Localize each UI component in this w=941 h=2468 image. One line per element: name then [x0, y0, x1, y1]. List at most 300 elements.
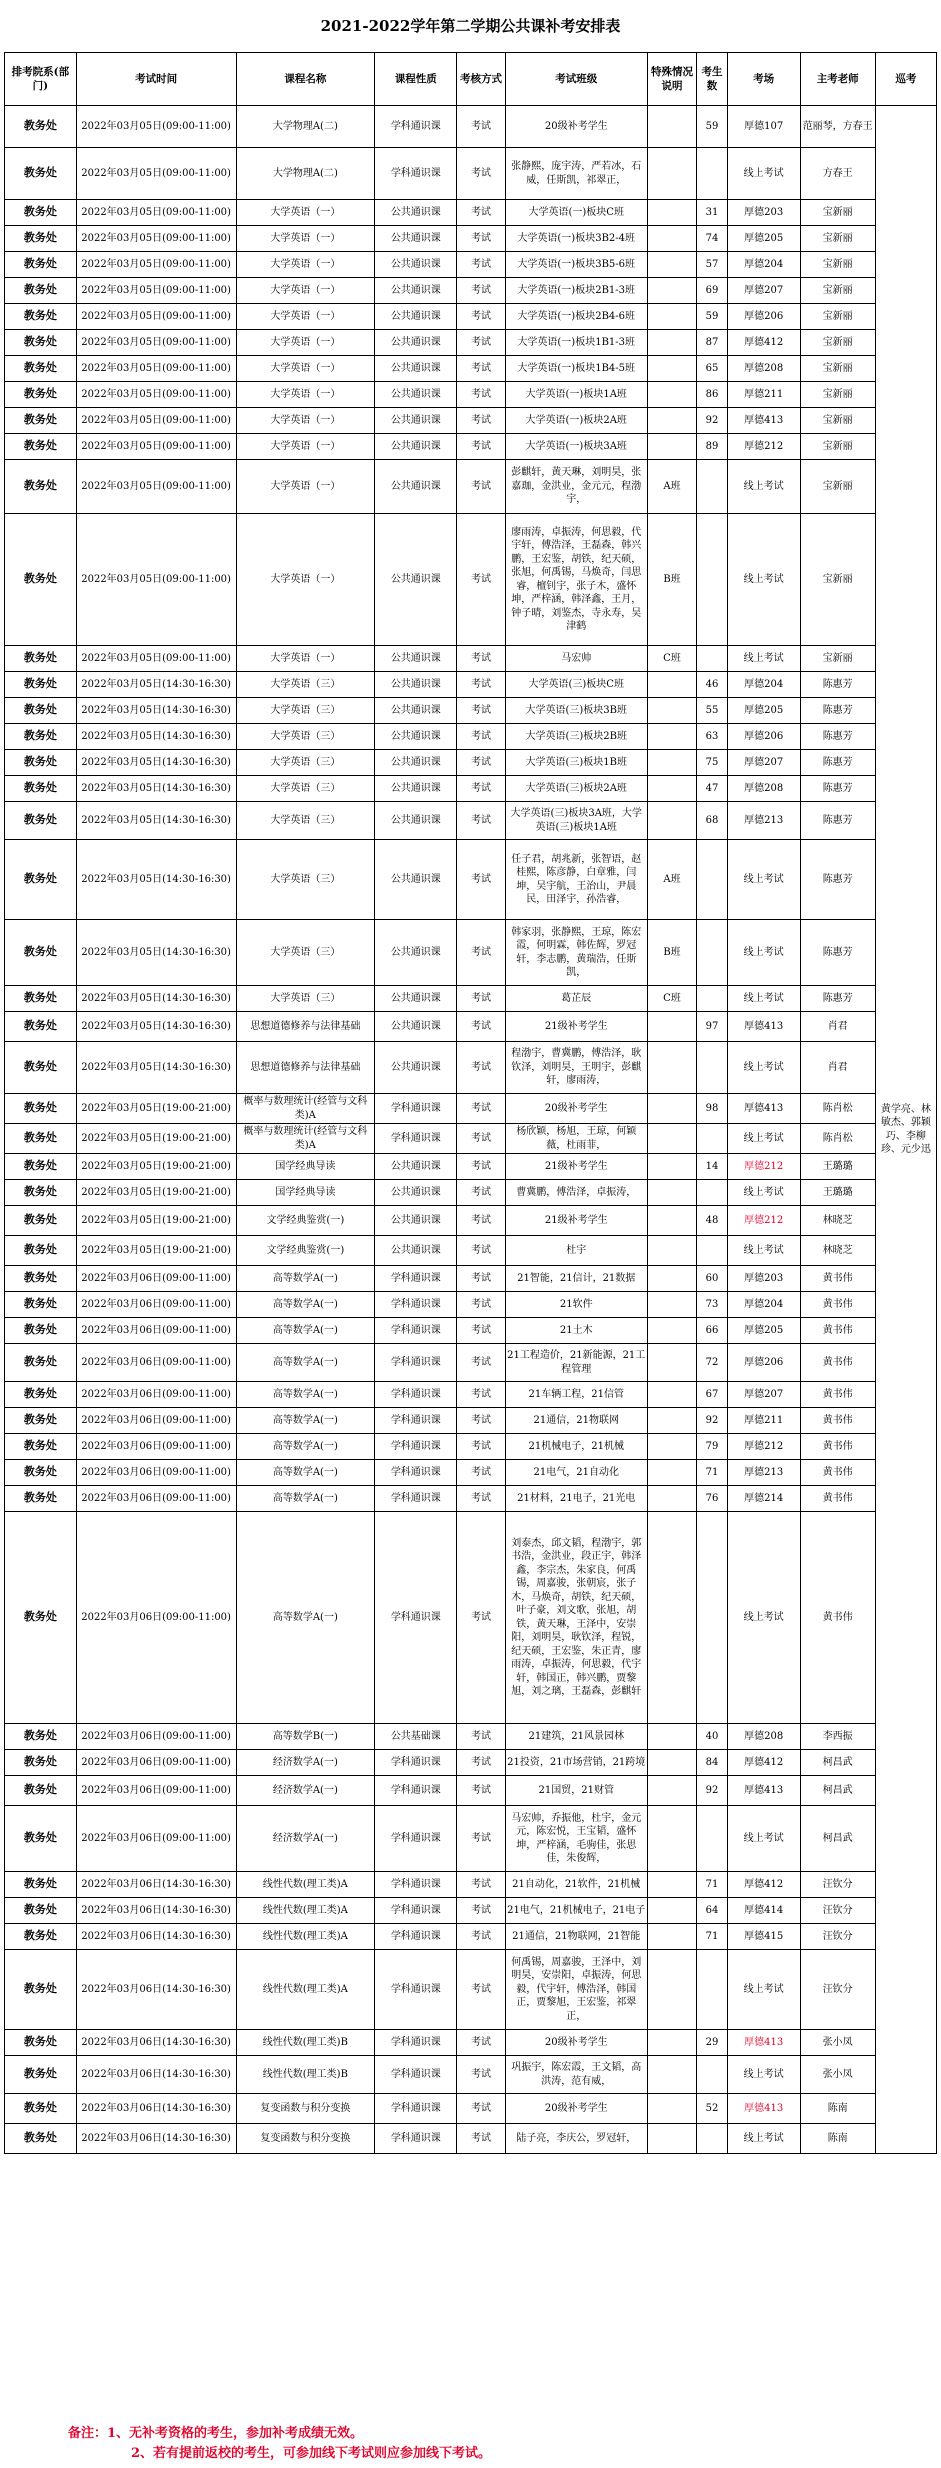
- cell-class: 葛芷辰: [505, 986, 647, 1012]
- cell-special: [647, 1872, 696, 1898]
- cell-class: 大学英语(一)板块2A班: [505, 408, 647, 434]
- cell-special: [647, 776, 696, 802]
- cell-count: 46: [697, 672, 728, 698]
- cell-method: 考试: [457, 920, 505, 986]
- cell-method: 考试: [457, 1512, 505, 1724]
- cell-course: 线性代数(理工类)A: [236, 1872, 375, 1898]
- header-class: 考试班级: [505, 53, 647, 106]
- cell-course: 文学经典鉴赏(一): [236, 1236, 375, 1266]
- cell-nature: 公共基础课: [375, 1724, 457, 1750]
- cell-room: 厚德213: [727, 1460, 800, 1486]
- cell-dept: 教务处: [5, 1950, 77, 2030]
- cell-time: 2022年03月05日(14:30-16:30): [76, 1042, 236, 1094]
- cell-special: [647, 1180, 696, 1206]
- cell-special: [647, 1094, 696, 1124]
- cell-special: [647, 1266, 696, 1292]
- cell-teacher: 汪钦分: [800, 1950, 875, 2030]
- cell-time: 2022年03月05日(09:00-11:00): [76, 278, 236, 304]
- cell-teacher: 陈惠芳: [800, 840, 875, 920]
- cell-special: [647, 802, 696, 840]
- cell-method: 考试: [457, 802, 505, 840]
- cell-course: 文学经典鉴赏(一): [236, 1206, 375, 1236]
- cell-time: 2022年03月06日(09:00-11:00): [76, 1344, 236, 1382]
- cell-count: [697, 986, 728, 1012]
- cell-room: 厚德207: [727, 750, 800, 776]
- cell-dept: 教务处: [5, 1344, 77, 1382]
- table-row: [5, 1486, 937, 1512]
- cell-method: 考试: [457, 1094, 505, 1124]
- cell-course: 思想道德修养与法律基础: [236, 1012, 375, 1042]
- cell-method: 考试: [457, 698, 505, 724]
- cell-nature: 公共通识课: [375, 226, 457, 252]
- cell-teacher: 陈惠芳: [800, 920, 875, 986]
- cell-room: 厚德204: [727, 672, 800, 698]
- cell-special: C班: [647, 986, 696, 1012]
- cell-dept: 教务处: [5, 1486, 77, 1512]
- cell-method: 考试: [457, 986, 505, 1012]
- cell-teacher: 黄书伟: [800, 1344, 875, 1382]
- cell-course: 大学英语（三）: [236, 776, 375, 802]
- cell-class: 21投资，21市场营销，21跨境: [505, 1750, 647, 1776]
- cell-special: [647, 1924, 696, 1950]
- cell-method: 考试: [457, 1460, 505, 1486]
- cell-time: 2022年03月06日(14:30-16:30): [76, 1872, 236, 1898]
- cell-course: 高等数学A(一): [236, 1266, 375, 1292]
- cell-nature: 公共通识课: [375, 514, 457, 646]
- cell-special: [647, 1950, 696, 2030]
- cell-special: [647, 434, 696, 460]
- cell-teacher: 宝新丽: [800, 408, 875, 434]
- cell-teacher: 林晓芝: [800, 1236, 875, 1266]
- cell-special: [647, 1512, 696, 1724]
- cell-room: 线上考试: [727, 460, 800, 514]
- cell-dept: 教务处: [5, 1872, 77, 1898]
- cell-room: 厚德212: [727, 1154, 800, 1180]
- table-row: [5, 1750, 937, 1776]
- cell-class: 大学英语(三)板块2A班: [505, 776, 647, 802]
- cell-special: [647, 750, 696, 776]
- cell-teacher: 柯昌武: [800, 1750, 875, 1776]
- page-title: 2021-2022学年第二学期公共课补考安排表: [320, 17, 621, 35]
- cell-nature: 学科通识课: [375, 1486, 457, 1512]
- cell-time: 2022年03月05日(14:30-16:30): [76, 840, 236, 920]
- table-row: [5, 1012, 937, 1042]
- cell-room: 厚德212: [727, 1206, 800, 1236]
- cell-special: [647, 1408, 696, 1434]
- cell-room: 线上考试: [727, 920, 800, 986]
- table-row: [5, 986, 937, 1012]
- cell-dept: 教务处: [5, 1236, 77, 1266]
- cell-teacher: 黄书伟: [800, 1382, 875, 1408]
- cell-dept: 教务处: [5, 382, 77, 408]
- table-row: [5, 2030, 937, 2056]
- cell-count: 86: [697, 382, 728, 408]
- cell-time: 2022年03月05日(14:30-16:30): [76, 724, 236, 750]
- cell-teacher: 范丽琴，方春王: [800, 106, 875, 148]
- cell-time: 2022年03月05日(14:30-16:30): [76, 802, 236, 840]
- cell-class: 大学英语(一)板块3A班: [505, 434, 647, 460]
- cell-class: 20级补考学生: [505, 1094, 647, 1124]
- cell-special: [647, 1434, 696, 1460]
- cell-course: 大学英语（一）: [236, 460, 375, 514]
- cell-course: 大学英语（三）: [236, 920, 375, 986]
- cell-room: 厚德211: [727, 1408, 800, 1434]
- cell-class: 21级补考学生: [505, 1012, 647, 1042]
- cell-nature: 学科通识课: [375, 1806, 457, 1872]
- cell-time: 2022年03月05日(14:30-16:30): [76, 920, 236, 986]
- cell-teacher: 宝新丽: [800, 304, 875, 330]
- table-row: [5, 1806, 937, 1872]
- cell-count: 89: [697, 434, 728, 460]
- table-row: [5, 1924, 937, 1950]
- cell-count: 75: [697, 750, 728, 776]
- cell-special: [647, 252, 696, 278]
- cell-course: 大学英语（一）: [236, 330, 375, 356]
- cell-time: 2022年03月05日(09:00-11:00): [76, 252, 236, 278]
- cell-dept: 教务处: [5, 920, 77, 986]
- cell-method: 考试: [457, 1292, 505, 1318]
- cell-dept: 教务处: [5, 304, 77, 330]
- cell-class: 韩家羽，张静熙，王琼，陈宏霞，何明霖，韩佐辉，罗冠轩，李志鹏，黄瑞浩，任斯凯，: [505, 920, 647, 986]
- cell-method: 考试: [457, 1950, 505, 2030]
- cell-nature: 学科通识课: [375, 1382, 457, 1408]
- cell-course: 大学英语（一）: [236, 382, 375, 408]
- table-row: [5, 1266, 937, 1292]
- cell-course: 线性代数(理工类)A: [236, 1924, 375, 1950]
- cell-room: 厚德415: [727, 1924, 800, 1950]
- cell-count: 71: [697, 1872, 728, 1898]
- cell-nature: 学科通识课: [375, 2124, 457, 2154]
- cell-time: 2022年03月05日(09:00-11:00): [76, 408, 236, 434]
- cell-room: 厚德207: [727, 1382, 800, 1408]
- cell-count: 76: [697, 1486, 728, 1512]
- cell-course: 国学经典导读: [236, 1180, 375, 1206]
- cell-special: B班: [647, 514, 696, 646]
- cell-course: 大学英语（一）: [236, 408, 375, 434]
- cell-dept: 教务处: [5, 252, 77, 278]
- cell-class: 20级补考学生: [505, 2094, 647, 2124]
- cell-method: 考试: [457, 1266, 505, 1292]
- cell-method: 考试: [457, 1236, 505, 1266]
- header-row: [5, 53, 937, 106]
- table-row: [5, 1344, 937, 1382]
- cell-class: 大学英语(一)板块1A班: [505, 382, 647, 408]
- cell-course: 大学英语（一）: [236, 226, 375, 252]
- cell-time: 2022年03月05日(09:00-11:00): [76, 434, 236, 460]
- cell-course: 高等数学A(一): [236, 1460, 375, 1486]
- cell-method: 考试: [457, 514, 505, 646]
- table-row: [5, 1512, 937, 1724]
- cell-nature: 学科通识课: [375, 1898, 457, 1924]
- cell-room: 厚德412: [727, 330, 800, 356]
- cell-room: 厚德205: [727, 1318, 800, 1344]
- cell-course: 高等数学A(一): [236, 1292, 375, 1318]
- cell-nature: 公共通识课: [375, 646, 457, 672]
- cell-dept: 教务处: [5, 802, 77, 840]
- cell-time: 2022年03月05日(19:00-21:00): [76, 1154, 236, 1180]
- cell-count: [697, 646, 728, 672]
- cell-special: [647, 1724, 696, 1750]
- cell-room: 线上考试: [727, 514, 800, 646]
- cell-class: 21材料，21电子，21光电: [505, 1486, 647, 1512]
- cell-count: 66: [697, 1318, 728, 1344]
- table-row: [5, 1460, 937, 1486]
- cell-count: [697, 1806, 728, 1872]
- cell-time: 2022年03月06日(09:00-11:00): [76, 1460, 236, 1486]
- cell-dept: 教务处: [5, 1434, 77, 1460]
- cell-room: 厚德208: [727, 1724, 800, 1750]
- cell-count: 92: [697, 1408, 728, 1434]
- table-row: [5, 408, 937, 434]
- cell-dept: 教务处: [5, 1382, 77, 1408]
- table-row: [5, 1434, 937, 1460]
- cell-time: 2022年03月05日(09:00-11:00): [76, 382, 236, 408]
- cell-time: 2022年03月05日(19:00-21:00): [76, 1236, 236, 1266]
- cell-course: 大学英语（一）: [236, 514, 375, 646]
- cell-course: 大学物理A(二): [236, 106, 375, 148]
- cell-class: 曹冀鹏，傅浩泽，卓振涛，: [505, 1180, 647, 1206]
- cell-time: 2022年03月05日(09:00-11:00): [76, 226, 236, 252]
- cell-method: 考试: [457, 1872, 505, 1898]
- cell-dept: 教务处: [5, 1154, 77, 1180]
- cell-count: 63: [697, 724, 728, 750]
- cell-nature: 学科通识课: [375, 1950, 457, 2030]
- cell-special: [647, 106, 696, 148]
- table-row: [5, 2094, 937, 2124]
- cell-room: 厚德207: [727, 278, 800, 304]
- cell-room: 线上考试: [727, 1512, 800, 1724]
- table-row: [5, 434, 937, 460]
- cell-course: 经济数学A(一): [236, 1750, 375, 1776]
- cell-dept: 教务处: [5, 672, 77, 698]
- cell-teacher: 陈惠芳: [800, 750, 875, 776]
- cell-class: 大学英语(三)板块2B班: [505, 724, 647, 750]
- cell-dept: 教务处: [5, 2124, 77, 2154]
- cell-count: [697, 1950, 728, 2030]
- cell-course: 思想道德修养与法律基础: [236, 1042, 375, 1094]
- cell-teacher: 柯昌武: [800, 1776, 875, 1806]
- cell-time: 2022年03月05日(14:30-16:30): [76, 698, 236, 724]
- cell-time: 2022年03月05日(09:00-11:00): [76, 330, 236, 356]
- cell-time: 2022年03月05日(09:00-11:00): [76, 646, 236, 672]
- cell-course: 高等数学A(一): [236, 1382, 375, 1408]
- cell-course: 大学英语（三）: [236, 802, 375, 840]
- cell-room: 线上考试: [727, 1124, 800, 1154]
- cell-room: 厚德206: [727, 724, 800, 750]
- cell-special: [647, 2056, 696, 2094]
- cell-room: 厚德212: [727, 434, 800, 460]
- cell-dept: 教务处: [5, 1094, 77, 1124]
- cell-room: 厚德211: [727, 382, 800, 408]
- cell-teacher: 陈惠芳: [800, 776, 875, 802]
- cell-time: 2022年03月06日(09:00-11:00): [76, 1318, 236, 1344]
- cell-teacher: 陈南: [800, 2094, 875, 2124]
- cell-class: 大学英语(一)板块C班: [505, 200, 647, 226]
- table-row: [5, 226, 937, 252]
- table-row: [5, 1318, 937, 1344]
- table-row: [5, 1898, 937, 1924]
- cell-dept: 教务处: [5, 1460, 77, 1486]
- cell-room: 线上考试: [727, 840, 800, 920]
- cell-count: 14: [697, 1154, 728, 1180]
- table-row: [5, 840, 937, 920]
- cell-count: 29: [697, 2030, 728, 2056]
- cell-special: [647, 1042, 696, 1094]
- cell-room: 厚德203: [727, 1266, 800, 1292]
- cell-class: 马宏帅: [505, 646, 647, 672]
- cell-method: 考试: [457, 2030, 505, 2056]
- cell-course: 高等数学A(一): [236, 1344, 375, 1382]
- cell-course: 线性代数(理工类)A: [236, 1898, 375, 1924]
- cell-time: 2022年03月05日(14:30-16:30): [76, 672, 236, 698]
- cell-teacher: 宝新丽: [800, 356, 875, 382]
- cell-method: 考试: [457, 330, 505, 356]
- cell-special: [647, 200, 696, 226]
- cell-class: 21工程造价，21新能源，21工程管理: [505, 1344, 647, 1382]
- table-row: [5, 1124, 937, 1154]
- cell-dept: 教务处: [5, 1408, 77, 1434]
- cell-nature: 公共通识课: [375, 986, 457, 1012]
- cell-class: 刘泰杰，邱文韬，程渤宇，郭书浩，金洪业，段正宇，韩泽鑫，李宗杰，朱家良，何禹锡，周嘉骏，张朝宸，张子木，马焕奇，胡铁，纪天硕，叶子豪，刘文歌，张旭，胡铁，黄天琳，王泽中，安崇阳，刘明昊，耿钦泽，程锐，纪天硕，王宏鉴，朱正青，廖雨涛，卓振涛，何思毅，代宇轩，韩国正，韩兴鹏，贾黎旭，刘之璃，王磊森，彭麒轩: [505, 1512, 647, 1724]
- cell-course: 大学英语（一）: [236, 278, 375, 304]
- cell-class: 21级补考学生: [505, 1154, 647, 1180]
- cell-dept: 教务处: [5, 1206, 77, 1236]
- cell-room: 厚德413: [727, 1776, 800, 1806]
- cell-course: 大学英语（一）: [236, 646, 375, 672]
- footnote-line-2: 2、若有提前返校的考生，可参加线下考试则应参加线下考试。: [131, 2446, 492, 2461]
- cell-nature: 公共通识课: [375, 1012, 457, 1042]
- cell-time: 2022年03月06日(09:00-11:00): [76, 1750, 236, 1776]
- table-row: [5, 1950, 937, 2030]
- cell-method: 考试: [457, 1344, 505, 1382]
- cell-nature: 公共通识课: [375, 382, 457, 408]
- cell-dept: 教务处: [5, 1806, 77, 1872]
- cell-count: [697, 148, 728, 200]
- cell-time: 2022年03月06日(09:00-11:00): [76, 1408, 236, 1434]
- cell-room: 厚德413: [727, 2030, 800, 2056]
- cell-special: [647, 2094, 696, 2124]
- cell-dept: 教务处: [5, 1924, 77, 1950]
- cell-course: 高等数学A(一): [236, 1408, 375, 1434]
- cell-nature: 公共通识课: [375, 750, 457, 776]
- cell-time: 2022年03月06日(14:30-16:30): [76, 1950, 236, 2030]
- cell-method: 考试: [457, 2094, 505, 2124]
- cell-time: 2022年03月05日(09:00-11:00): [76, 148, 236, 200]
- cell-special: [647, 330, 696, 356]
- cell-nature: 公共通识课: [375, 434, 457, 460]
- table-row: [5, 1042, 937, 1094]
- cell-dept: 教务处: [5, 750, 77, 776]
- cell-dept: 教务处: [5, 1124, 77, 1154]
- cell-nature: 公共通识课: [375, 252, 457, 278]
- cell-course: 线性代数(理工类)B: [236, 2030, 375, 2056]
- cell-time: 2022年03月06日(09:00-11:00): [76, 1724, 236, 1750]
- cell-teacher: 汪钦分: [800, 1872, 875, 1898]
- cell-time: 2022年03月06日(09:00-11:00): [76, 1806, 236, 1872]
- table-row: [5, 356, 937, 382]
- table-row: [5, 724, 937, 750]
- cell-special: [647, 148, 696, 200]
- cell-course: 大学英语（一）: [236, 304, 375, 330]
- cell-special: [647, 1236, 696, 1266]
- cell-count: 40: [697, 1724, 728, 1750]
- cell-class: 21机械电子，21机械: [505, 1434, 647, 1460]
- cell-special: [647, 1382, 696, 1408]
- cell-room: 厚德214: [727, 1486, 800, 1512]
- cell-method: 考试: [457, 1206, 505, 1236]
- cell-time: 2022年03月05日(14:30-16:30): [76, 1012, 236, 1042]
- cell-method: 考试: [457, 672, 505, 698]
- cell-nature: 公共通识课: [375, 1206, 457, 1236]
- header-course: 课程名称: [236, 53, 375, 106]
- cell-dept: 教务处: [5, 106, 77, 148]
- cell-count: [697, 2056, 728, 2094]
- cell-room: 厚德412: [727, 1872, 800, 1898]
- cell-room: 线上考试: [727, 2056, 800, 2094]
- cell-room: 厚德205: [727, 226, 800, 252]
- cell-method: 考试: [457, 1042, 505, 1094]
- cell-dept: 教务处: [5, 2056, 77, 2094]
- cell-teacher: 黄书伟: [800, 1460, 875, 1486]
- cell-time: 2022年03月06日(14:30-16:30): [76, 2124, 236, 2154]
- cell-time: 2022年03月06日(14:30-16:30): [76, 2094, 236, 2124]
- cell-course: 大学物理A(二): [236, 148, 375, 200]
- cell-count: [697, 2124, 728, 2154]
- cell-count: 65: [697, 356, 728, 382]
- cell-nature: 公共通识课: [375, 672, 457, 698]
- cell-class: 大学英语(三)板块3B班: [505, 698, 647, 724]
- cell-count: 59: [697, 106, 728, 148]
- cell-time: 2022年03月06日(14:30-16:30): [76, 1898, 236, 1924]
- cell-count: [697, 1236, 728, 1266]
- cell-count: 47: [697, 776, 728, 802]
- cell-nature: 学科通识课: [375, 1512, 457, 1724]
- cell-count: 87: [697, 330, 728, 356]
- cell-teacher: 宝新丽: [800, 200, 875, 226]
- cell-method: 考试: [457, 460, 505, 514]
- cell-special: [647, 1318, 696, 1344]
- cell-room: 线上考试: [727, 1180, 800, 1206]
- cell-course: 概率与数理统计(经管与文科类)A: [236, 1124, 375, 1154]
- cell-method: 考试: [457, 356, 505, 382]
- cell-method: 考试: [457, 840, 505, 920]
- cell-nature: 公共通识课: [375, 330, 457, 356]
- cell-teacher: 黄书伟: [800, 1486, 875, 1512]
- cell-course: 概率与数理统计(经管与文科类)A: [236, 1094, 375, 1124]
- cell-method: 考试: [457, 106, 505, 148]
- cell-teacher: 黄书伟: [800, 1512, 875, 1724]
- cell-class: 何禹锡，周嘉骏，王泽中，刘明昊，安崇阳，卓振涛，何思毅，代宇轩，傅浩泽，韩国正，贾黎旭，王宏鉴，祁翠正，: [505, 1950, 647, 2030]
- cell-dept: 教务处: [5, 1318, 77, 1344]
- cell-nature: 公共通识课: [375, 278, 457, 304]
- cell-class: 21智能，21信计，21数据: [505, 1266, 647, 1292]
- table-row: [5, 252, 937, 278]
- cell-dept: 教务处: [5, 840, 77, 920]
- table-row: [5, 330, 937, 356]
- cell-time: 2022年03月06日(09:00-11:00): [76, 1776, 236, 1806]
- table-row: [5, 304, 937, 330]
- cell-dept: 教务处: [5, 278, 77, 304]
- cell-teacher: 陈肖松: [800, 1094, 875, 1124]
- header-nature: 课程性质: [375, 53, 457, 106]
- cell-special: [647, 1124, 696, 1154]
- cell-special: [647, 278, 696, 304]
- cell-course: 复变函数与积分变换: [236, 2124, 375, 2154]
- cell-special: [647, 1206, 696, 1236]
- cell-count: 60: [697, 1266, 728, 1292]
- cell-class: 21电气，21机械电子，21电子: [505, 1898, 647, 1924]
- cell-method: 考试: [457, 434, 505, 460]
